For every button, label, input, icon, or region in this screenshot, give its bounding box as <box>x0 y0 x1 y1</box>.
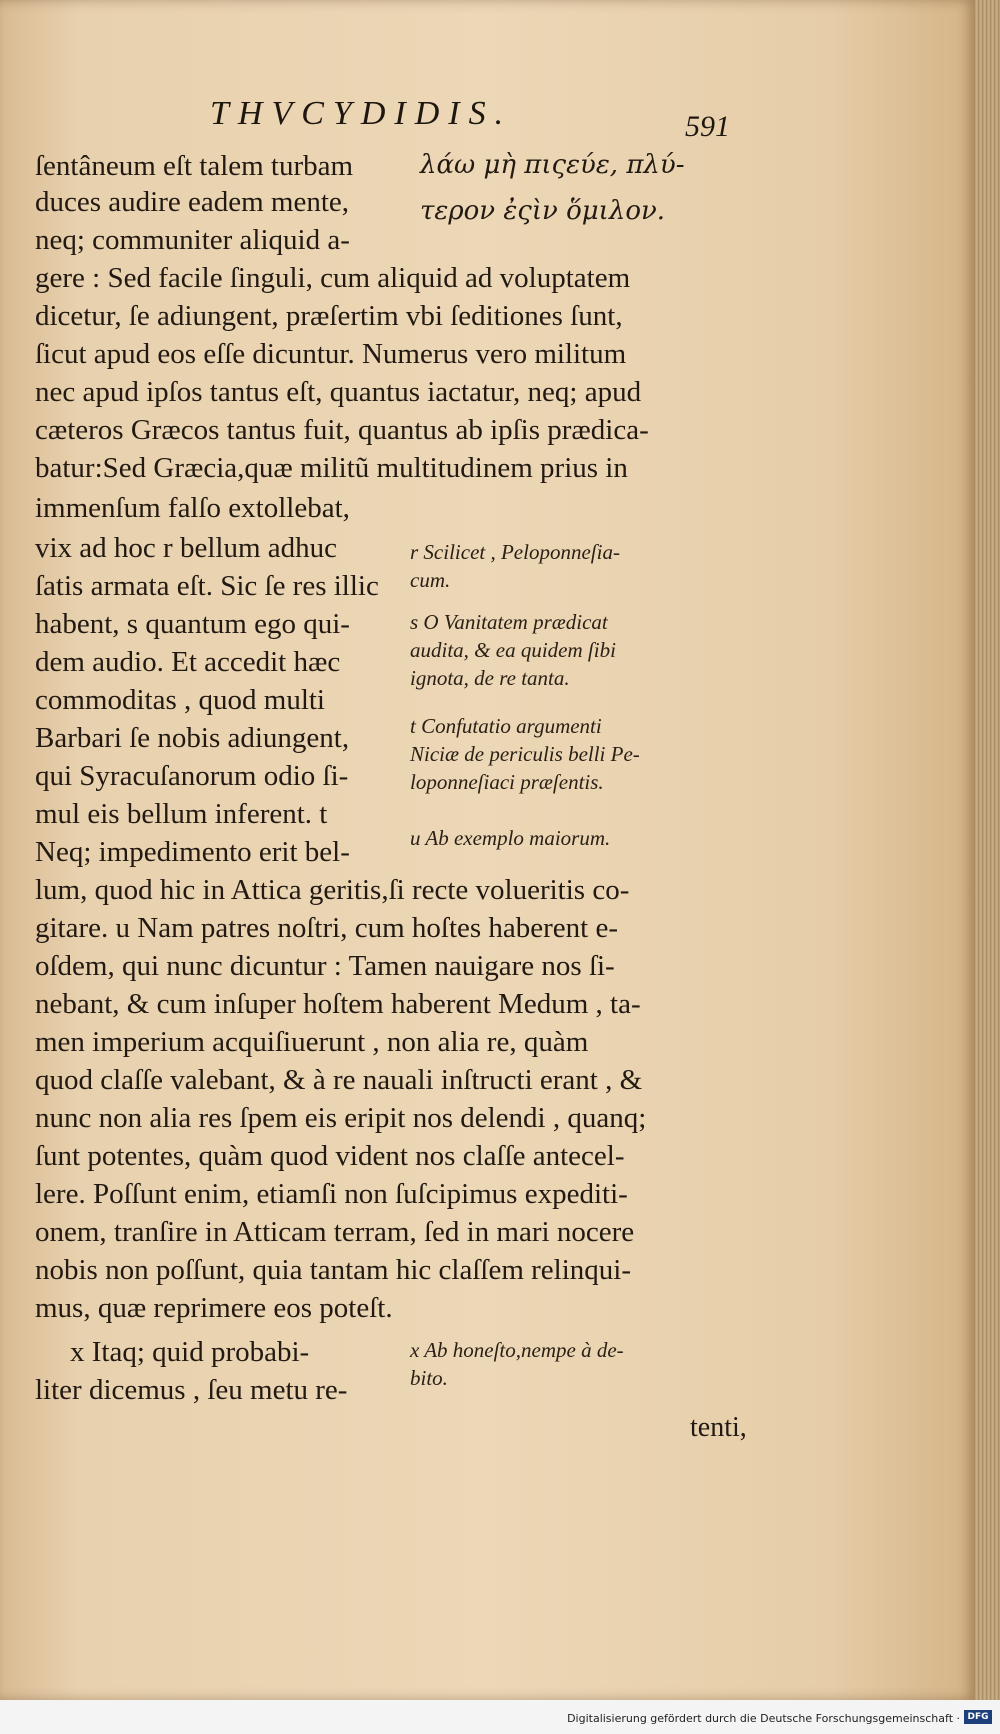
body-line: nunc non alia res ſpem eis eripit nos delendi , quanq; <box>35 1102 647 1134</box>
body-line: commoditas , quod multi <box>35 684 325 716</box>
running-head: THVCYDIDIS. <box>210 95 513 132</box>
margin-note-line: Niciæ de periculis belli Pe- <box>410 742 640 766</box>
body-line: vix ad hoc r bellum adhuc <box>35 532 337 564</box>
margin-note-line: x Ab honeſto,nempe à de- <box>410 1338 624 1362</box>
margin-note-line: ignota, de re tanta. <box>410 666 570 690</box>
body-line: ſentâneum eſt talem turbam <box>35 150 354 182</box>
body-line: x Itaq; quid probabi- <box>70 1336 310 1368</box>
body-line: cæteros Græcos tantus fuit, quantus ab ipſis prædica- <box>35 414 649 446</box>
body-line: nebant, & cum inſuper hoſtem haberent Medum , ta- <box>35 988 641 1020</box>
page-fore-edge <box>975 0 1000 1700</box>
body-line: batur:Sed Græcia,quæ militũ multitudinem prius in <box>35 452 628 484</box>
body-line: immenſum falſo extollebat, <box>35 492 350 524</box>
body-line: dem audio. Et accedit hæc <box>35 646 341 678</box>
margin-note-line: r Scilicet , Peloponneſia- <box>410 540 620 564</box>
margin-note-line: u Ab exemplo maiorum. <box>410 826 611 850</box>
dfg-logo-icon: DFG <box>964 1710 992 1724</box>
body-line: qui Syracuſanorum odio ſi- <box>35 760 349 792</box>
footer-credit: Digitalisierung gefördert durch die Deutsche Forschungsgemeinschaft · <box>567 1712 960 1725</box>
body-line: dicetur, ſe adiungent, præſertim vbi ſeditiones ſunt, <box>35 300 623 332</box>
margin-note-line: cum. <box>410 568 451 592</box>
margin-note-line: audita, & ea quidem ſibi <box>410 638 616 662</box>
greek-quote-line: λάω μὴ πιςεύε, πλύ- <box>420 150 685 180</box>
body-line: neq; communiter aliquid a- <box>35 224 350 256</box>
body-line: liter dicemus , ſeu metu re- <box>35 1374 348 1406</box>
body-line: ſatis armata eſt. Sic ſe res illic <box>35 570 379 602</box>
page-number: 591 <box>685 110 730 143</box>
body-line: mus, quæ reprimere eos poteſt. <box>35 1292 393 1324</box>
catchword: tenti, <box>690 1412 747 1443</box>
body-line: lum, quod hic in Attica geritis,ſi recte volueritis co- <box>35 874 630 906</box>
body-line: mul eis bellum inferent. t <box>35 798 328 830</box>
body-line: onem, tranſire in Atticam terram, ſed in mari nocere <box>35 1216 635 1248</box>
body-line: Neq; impedimento erit bel- <box>35 836 350 868</box>
body-line: lere. Poſſunt enim, etiamſi non ſuſcipimus expediti- <box>35 1178 628 1210</box>
body-line: quod claſſe valebant, & à re nauali inſtructi erant , & <box>35 1064 643 1096</box>
body-line: men imperium acquiſiuerunt , non alia re, quàm <box>35 1026 589 1058</box>
greek-quote-line: τερον ἐςὶν ὅμιλον. <box>420 196 666 226</box>
margin-note-line: bito. <box>410 1366 448 1390</box>
body-line: oſdem, qui nunc dicuntur : Tamen nauigare nos ſi- <box>35 950 615 982</box>
body-line: nec apud ipſos tantus eſt, quantus iactatur, neq; apud <box>35 376 642 408</box>
body-line: duces audire eadem mente, <box>35 186 350 218</box>
body-line: gere : Sed facile ſinguli, cum aliquid ad voluptatem <box>35 262 631 294</box>
margin-note-line: s O Vanitatem prædicat <box>410 610 608 634</box>
body-line: ſicut apud eos eſſe dicuntur. Numerus vero militum <box>35 338 627 370</box>
body-line: habent, s quantum ego qui- <box>35 608 350 640</box>
body-line: ſunt potentes, quàm quod vident nos claſſe antecel- <box>35 1140 625 1172</box>
body-line: Barbari ſe nobis adiungent, <box>35 722 350 754</box>
margin-note-line: loponneſiaci præſentis. <box>410 770 604 794</box>
body-line: nobis non poſſunt, quia tantam hic claſſem relinqui- <box>35 1254 631 1286</box>
body-line: gitare. u Nam patres noſtri, cum hoſtes haberent e- <box>35 912 619 944</box>
margin-note-line: t Confutatio argumenti <box>410 714 602 738</box>
